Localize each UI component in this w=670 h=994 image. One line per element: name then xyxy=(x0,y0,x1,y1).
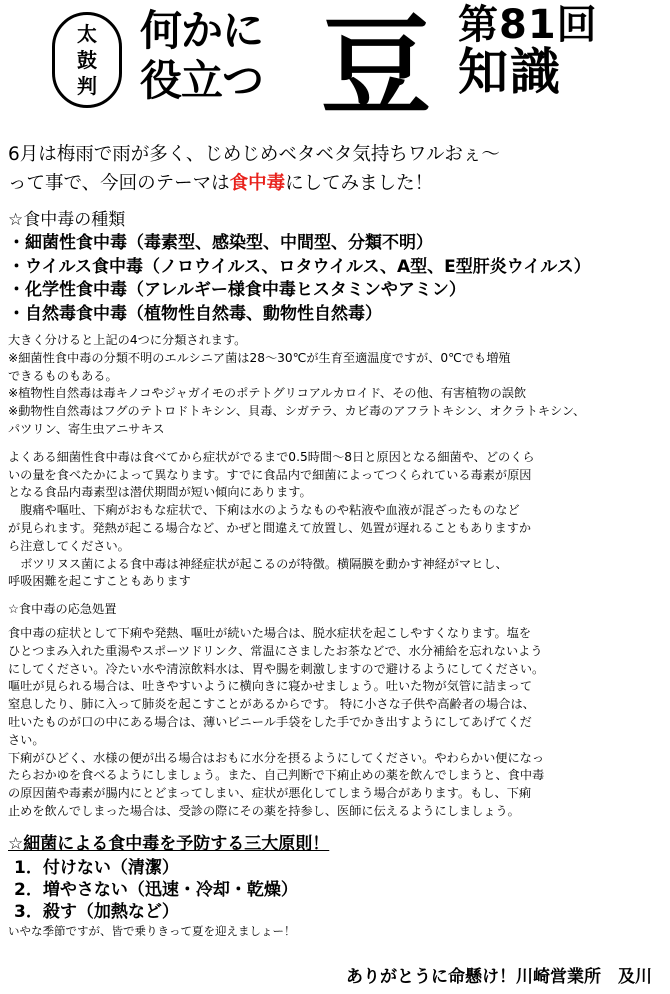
principle-item: 2．増やさない（迅速・冷却・乾燥） xyxy=(14,879,298,900)
text-line: が見られます。発熱が起こる場合など、かぜと間違えて放置し、処置が遅れることもありますか xyxy=(8,520,532,535)
text-line: ボツリヌス菌による食中毒は神経症状が起こるのが特徴。横隔膜を動かす神経がマヒし、 xyxy=(8,556,508,571)
signature: ありがとうに命懸け！川崎営業所 及川 xyxy=(346,967,652,987)
type-item: ・自然毒食中毒（植物性自然毒、動物性自然毒） xyxy=(8,303,382,324)
text-line: 吐いたものが口の中にある場合は、薄いビニール手袋をした手でかき出すようにしてあげてくだ xyxy=(8,714,532,729)
text-line: 食中毒の症状として下痢や発熱、嘔吐が続いた場合は、脱水症状を起こしやすくなります。塩を xyxy=(8,625,532,640)
note-line: ※植物性自然毒は毒キノコやジャガイモのポテトグリコアルカロイド、その他、有害植物の誤飲 xyxy=(8,386,527,401)
title-right xyxy=(458,4,638,99)
intro-line-1: 6月は梅雨で雨が多く、じめじめベタベタ気持ちワルおぇ～ xyxy=(8,144,500,165)
intro-prefix: って事で、今回のテーマは xyxy=(8,173,230,194)
series-title: 知識 xyxy=(458,43,562,101)
text-line: いの量を食べたかによって異なります。すでに食品内で細菌によってつくられている毒素が原因 xyxy=(8,467,532,482)
text-line: となる食品内毒素型は潜伏期間が短い傾向にあります。 xyxy=(8,485,312,500)
note-line: ※動物性自然毒はフグのテトロドトキシン、貝毒、シガテラ、カビ毒のアフラトキシン、オクラトキシン、 xyxy=(8,404,586,419)
title-line-1: 何かに xyxy=(140,6,264,55)
note-line: できるものもある。 xyxy=(8,368,118,383)
principles-list xyxy=(8,857,662,923)
text-line: 止めを飲んでしまった場合は、受診の際にその薬を持参し、医師に伝えるようにしましょう。 xyxy=(8,803,520,818)
title-line-2: 役立つ xyxy=(140,56,264,105)
text-line: よくある細菌性食中毒は食べてから症状がでるまで0.5時間～8日と原因となる細菌や、どのくら xyxy=(8,449,535,464)
text-line: 嘔吐が見られる場合は、吐きやすいように横向きに寝かせましょう。吐いた物が気管に詰まって xyxy=(8,679,533,694)
newsletter-body xyxy=(8,140,662,940)
text-line: 下痢がひどく、水様の便が出る場合はおもに水分を摂るようにしてください。やわらかい便になっ xyxy=(8,750,545,765)
text-line: ら注意してください。 xyxy=(8,538,130,553)
text-line: 呼吸困難を起こすこともあります xyxy=(8,574,191,589)
type-item: ・化学性食中毒（アレルギー様食中毒ヒスタミンやアミン） xyxy=(8,280,466,300)
text-line: さい。 xyxy=(8,732,45,747)
text-line: 腹痛や嘔吐、下痢がおもな症状で、下痢は水のようなものや粘液や血液が混ざったものなど xyxy=(8,503,520,518)
explanation-section xyxy=(8,449,662,591)
closing-message: いやな季節ですが、皆で乗りきって夏を迎えましょー！ xyxy=(8,923,296,938)
first-aid-heading: ☆食中毒の応急処置 xyxy=(8,602,117,617)
type-item: ・ウイルス食中毒（ノロウイルス、ロタウイルス、A型、E型肝炎ウイルス） xyxy=(8,256,591,277)
intro-line-2 xyxy=(8,169,662,198)
text-line: ひとつまみ入れた重湯やスポーツドリンク、常温にさましたお茶などで、水分補給を忘れないよう xyxy=(8,643,543,658)
text-line: にしてください。冷たい水や清涼飲料水は、胃や腸を刺激しますので避けるようにしてください。 xyxy=(8,661,545,676)
principle-item: 1．付けない（清潔） xyxy=(14,857,179,878)
seal-char: 太 xyxy=(77,22,97,46)
text-line: 窒息したり、肺に入って肺炎を起こすことがあるからです。 特に小さな子供や高齢者の場合は、 xyxy=(8,697,535,712)
theme-highlight: 食中毒 xyxy=(229,173,286,194)
types-heading: ☆食中毒の種類 xyxy=(8,210,126,230)
big-mame-char: 豆 xyxy=(321,3,431,131)
title-left xyxy=(140,6,308,106)
principles-heading: ☆細菌による食中毒を予防する三大原則！ xyxy=(8,833,330,854)
note-line: パツリン、寄生虫アニサキス xyxy=(8,421,165,436)
intro-suffix: にしてみました！ xyxy=(285,173,434,194)
note-line: ※細菌性食中毒の分類不明のエルシニア菌は28～30℃が生育至適温度ですが、0℃でも増殖 xyxy=(8,350,511,365)
type-item: ・細菌性食中毒（毒素型、感染型、中間型、分類不明） xyxy=(8,233,433,253)
taikoban-seal xyxy=(52,12,122,108)
seal-char: 判 xyxy=(77,74,97,98)
issue-number: 第81回 xyxy=(458,2,598,48)
classification-notes xyxy=(8,332,662,439)
note-line: 大きく分けると上記の4つに分類されます。 xyxy=(8,333,247,347)
types-list xyxy=(8,232,662,326)
header-banner xyxy=(0,0,670,130)
first-aid-section xyxy=(8,601,662,821)
seal-char: 鼓 xyxy=(77,48,97,72)
text-line: の原因菌や毒素が腸内にとどまってしまい、症状が悪化してしまう場合があります。もし、下痢 xyxy=(8,786,532,801)
text-line: たらおかゆを食べるようにしましょう。また、自己判断で下痢止めの薬を飲んでしまうと、食中毒 xyxy=(8,768,545,783)
principle-item: 3．殺す（加熱など） xyxy=(14,901,179,922)
